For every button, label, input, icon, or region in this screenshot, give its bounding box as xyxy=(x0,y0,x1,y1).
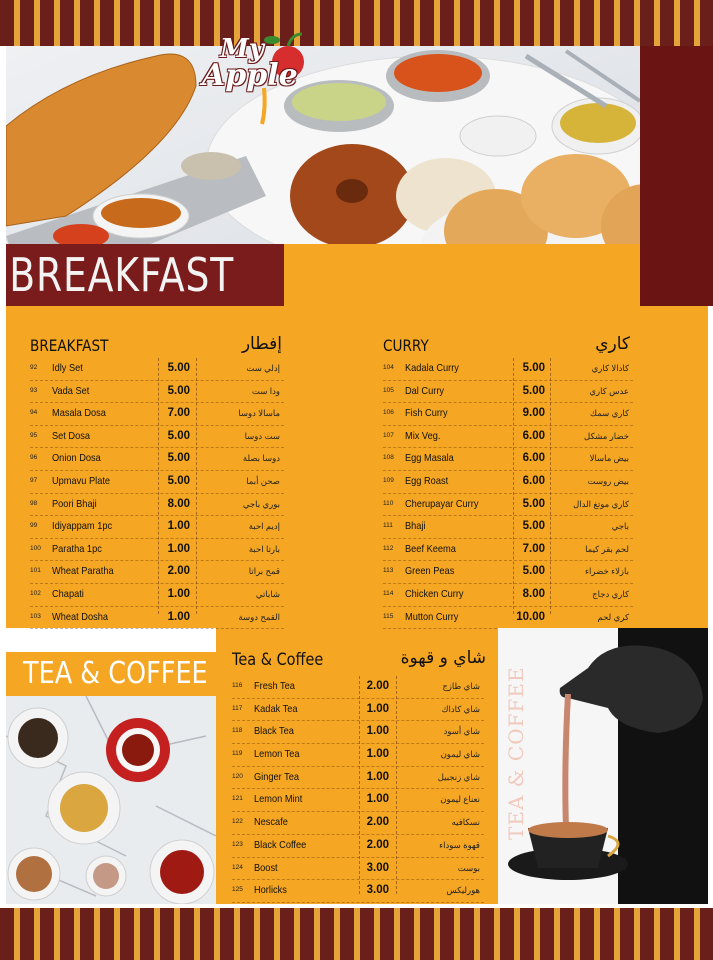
menu-item-name: Kadala Curry xyxy=(405,362,459,374)
menu-item-name: Wheat Dosha xyxy=(52,610,108,623)
menu-item-code: 122 xyxy=(232,818,243,826)
menu-item-code: 98 xyxy=(30,499,38,507)
menu-item-row xyxy=(383,403,633,426)
menu-item-name: Green Peas xyxy=(405,565,455,578)
menu-item-code: 93 xyxy=(30,386,38,394)
menu-item-arabic-name: كادالا كاري xyxy=(591,363,629,373)
menu-item-price: 5.00 xyxy=(522,520,545,533)
menu-item-price: 1.00 xyxy=(167,542,190,555)
menu-item-row xyxy=(30,584,284,607)
menu-item-code: 125 xyxy=(232,886,243,894)
menu-item-code: 116 xyxy=(232,682,243,689)
menu-item-name: Black Tea xyxy=(254,725,294,738)
menu-item-code: 123 xyxy=(232,840,243,848)
menu-item-row xyxy=(30,471,284,494)
menu-item-name: Egg Roast xyxy=(405,474,449,487)
menu-item-code: 96 xyxy=(30,454,38,462)
menu-item-row xyxy=(30,426,284,449)
menu-item-price: 6.00 xyxy=(522,429,545,442)
menu-item-name: Poori Bhaji xyxy=(52,497,97,510)
menu-item-arabic-name: كاري موتغ الدال xyxy=(573,498,629,509)
menu-item-code: 110 xyxy=(383,499,394,507)
top-stripe-border xyxy=(0,0,713,46)
menu-item-price: 2.00 xyxy=(167,565,190,578)
menu-item-code: 120 xyxy=(232,772,243,780)
menu-item-code: 112 xyxy=(383,544,394,552)
menu-item-row xyxy=(232,835,484,858)
menu-item-code: 119 xyxy=(232,750,243,758)
menu-item-price: 5.00 xyxy=(167,429,190,442)
menu-item-arabic-name: شاي أسود xyxy=(443,726,480,737)
curry-section-title: CURRY xyxy=(383,336,429,355)
menu-item-arabic-name: شاي ليمون xyxy=(440,749,480,760)
menu-item-row xyxy=(383,516,633,539)
menu-item-price: 9.00 xyxy=(522,407,545,420)
menu-item-arabic-name: نسكافيه xyxy=(451,817,480,828)
menu-item-row xyxy=(383,539,633,562)
menu-item-row xyxy=(383,584,633,607)
menu-item-code: 121 xyxy=(232,795,243,803)
menu-item-arabic-name: دوسا بصلة xyxy=(242,453,280,464)
menu-item-row xyxy=(30,539,284,562)
menu-item-name: Cherupayar Curry xyxy=(405,497,479,510)
menu-item-name: Idiyappam 1pc xyxy=(52,520,113,533)
tea-cups-photo xyxy=(6,696,216,904)
menu-item-price: 8.00 xyxy=(522,587,545,600)
menu-item-arabic-name: بوست xyxy=(457,862,480,873)
menu-item-price: 1.00 xyxy=(366,770,389,783)
menu-item-arabic-name: بوري باجي xyxy=(242,498,280,509)
menu-item-arabic-name: بازلاء خضراء xyxy=(585,566,629,577)
menu-item-row xyxy=(30,561,284,584)
breakfast-banner-text: BREAKFAST xyxy=(9,248,235,302)
tea-section-title: Tea & Coffee xyxy=(232,650,324,670)
menu-item-arabic-name: ست دوسا xyxy=(244,430,280,441)
menu-item-row xyxy=(383,448,633,471)
menu-item-name: Vada Set xyxy=(52,384,90,397)
tea-coffee-vertical-label xyxy=(494,640,534,840)
menu-item-name: Mix Veg. xyxy=(405,429,441,442)
menu-item-name: Dal Curry xyxy=(405,384,445,397)
menu-item-price: 2.00 xyxy=(366,680,389,692)
menu-item-name: Chicken Curry xyxy=(405,587,464,600)
menu-item-name: Ginger Tea xyxy=(254,770,300,783)
menu-item-arabic-name: قمح براتا xyxy=(248,566,280,577)
menu-item-row xyxy=(30,358,284,381)
menu-item-code: 106 xyxy=(383,409,394,417)
menu-item-row xyxy=(383,494,633,517)
menu-item-row xyxy=(232,699,484,722)
menu-item-arabic-name: قهوة سوداء xyxy=(439,839,480,850)
menu-item-name: Paratha 1pc xyxy=(52,542,102,555)
menu-item-code: 101 xyxy=(30,567,41,575)
maroon-side-panel xyxy=(640,46,713,306)
menu-item-row xyxy=(232,880,484,903)
menu-item-name: Onion Dosa xyxy=(52,452,101,465)
menu-item-code: 118 xyxy=(232,727,243,735)
menu-item-row xyxy=(30,494,284,517)
menu-item-arabic-name: بيض روست xyxy=(587,475,629,486)
menu-item-arabic-name: إديم احبة xyxy=(248,521,280,532)
menu-item-row xyxy=(30,381,284,404)
menu-item-code: 94 xyxy=(30,409,38,417)
menu-item-row xyxy=(232,744,484,767)
menu-item-price: 5.00 xyxy=(522,362,545,374)
menu-item-arabic-name: بارتا احبة xyxy=(248,543,280,554)
menu-item-arabic-name: إدلي ست xyxy=(246,363,280,373)
tea-coffee-banner-text: TEA & COFFEE xyxy=(23,656,208,691)
menu-item-price: 2.00 xyxy=(366,838,389,851)
bottom-stripe-border xyxy=(0,908,713,960)
menu-item-price: 1.00 xyxy=(366,748,389,761)
menu-item-price: 6.00 xyxy=(522,474,545,487)
menu-item-price: 7.00 xyxy=(167,407,190,420)
menu-item-name: Black Coffee xyxy=(254,838,307,851)
menu-item-code: 108 xyxy=(383,454,394,462)
curry-section-title-arabic: كاري xyxy=(595,334,630,354)
menu-item-row xyxy=(232,721,484,744)
menu-item-price: 5.00 xyxy=(167,384,190,397)
menu-item-code: 111 xyxy=(383,522,393,530)
menu-item-arabic-name: باجي xyxy=(611,521,629,532)
breakfast-section-title-arabic: إفطار xyxy=(241,334,282,354)
menu-item-arabic-name: شاي زنجبيل xyxy=(437,771,480,782)
menu-item-arabic-name: شاي كاداك xyxy=(441,703,480,714)
menu-item-arabic-name: القمح دوسة xyxy=(238,611,280,622)
menu-item-arabic-name: كاري سمك xyxy=(590,408,629,419)
menu-item-row xyxy=(232,767,484,790)
menu-item-price: 3.00 xyxy=(366,861,389,874)
menu-item-price: 1.00 xyxy=(366,702,389,715)
menu-item-arabic-name: ودا ست xyxy=(251,385,280,396)
menu-item-arabic-name: كاري دجاج xyxy=(592,588,629,599)
menu-item-row xyxy=(383,381,633,404)
menu-item-name: Wheat Paratha xyxy=(52,565,114,578)
curry-menu-list xyxy=(383,358,633,629)
menu-item-row xyxy=(383,358,633,381)
menu-item-price: 1.00 xyxy=(366,725,389,738)
menu-item-name: Fish Curry xyxy=(405,407,448,420)
menu-item-price: 5.00 xyxy=(167,474,190,487)
menu-item-arabic-name: لحم بقر كيما xyxy=(585,543,629,554)
menu-item-code: 114 xyxy=(383,589,394,597)
menu-item-name: Fresh Tea xyxy=(254,680,295,692)
menu-item-code: 124 xyxy=(232,863,243,871)
breakfast-section-title: BREAKFAST xyxy=(30,336,109,355)
menu-item-price: 5.00 xyxy=(522,497,545,510)
tea-coffee-banner xyxy=(6,652,216,696)
menu-item-row xyxy=(383,561,633,584)
menu-item-name: Mutton Curry xyxy=(405,610,459,623)
tea-coffee-vertical-text: TEA & COFFEE xyxy=(504,666,528,840)
menu-item-row xyxy=(383,426,633,449)
menu-item-price: 10.00 xyxy=(516,610,545,623)
menu-item-code: 107 xyxy=(383,431,394,439)
menu-item-price: 5.00 xyxy=(167,362,190,374)
menu-item-price: 5.00 xyxy=(522,384,545,397)
menu-item-name: Egg Masala xyxy=(405,452,454,465)
menu-item-row xyxy=(30,607,284,630)
menu-item-code: 92 xyxy=(30,364,38,371)
menu-item-arabic-name: هورليكس xyxy=(446,885,480,896)
menu-item-code: 103 xyxy=(30,612,41,620)
menu-item-name: Kadak Tea xyxy=(254,702,298,715)
menu-item-price: 2.00 xyxy=(366,816,389,829)
menu-item-code: 99 xyxy=(30,522,38,530)
menu-item-code: 97 xyxy=(30,476,38,484)
menu-item-arabic-name: كري لحم xyxy=(597,611,629,622)
menu-item-price: 5.00 xyxy=(522,565,545,578)
menu-item-name: Set Dosa xyxy=(52,429,91,442)
menu-item-price: 6.00 xyxy=(522,452,545,465)
menu-item-price: 8.00 xyxy=(167,497,190,510)
menu-item-arabic-name: نعناع ليمون xyxy=(440,794,480,805)
menu-item-name: Lemon Mint xyxy=(254,793,303,806)
menu-item-code: 104 xyxy=(383,364,394,371)
menu-item-name: Chapati xyxy=(52,587,84,600)
menu-item-code: 95 xyxy=(30,431,38,439)
menu-item-arabic-name: شاباتي xyxy=(255,588,280,599)
menu-item-price: 1.00 xyxy=(167,587,190,600)
menu-item-row xyxy=(30,403,284,426)
menu-item-arabic-name: خضار مشكل xyxy=(584,430,629,441)
menu-item-arabic-name: ماسالا دوسا xyxy=(238,408,280,419)
menu-item-price: 7.00 xyxy=(522,542,545,555)
menu-item-name: Bhaji xyxy=(405,520,426,533)
breakfast-banner xyxy=(6,244,284,306)
menu-item-arabic-name: شاي طازج xyxy=(442,681,480,691)
menu-item-arabic-name: صحن أبما xyxy=(246,475,280,486)
tea-menu-list xyxy=(232,676,484,903)
tea-section-title-arabic: شاي و قهوة xyxy=(400,648,486,668)
menu-item-code: 113 xyxy=(383,567,394,575)
logo-text-my: My xyxy=(220,34,264,64)
menu-item-row xyxy=(30,516,284,539)
menu-item-code: 117 xyxy=(232,704,243,712)
menu-item-arabic-name: عدس كاري xyxy=(589,385,629,396)
menu-item-row xyxy=(30,448,284,471)
menu-item-row xyxy=(383,607,633,630)
logo-text-apple: Apple xyxy=(202,58,298,93)
menu-item-name: Lemon Tea xyxy=(254,748,300,761)
orange-strip-right xyxy=(284,244,640,306)
menu-item-code: 100 xyxy=(30,544,41,552)
menu-item-row xyxy=(232,676,484,699)
menu-item-name: Idly Set xyxy=(52,362,83,374)
tea-cups-illustration xyxy=(6,696,216,904)
menu-item-row xyxy=(383,471,633,494)
menu-item-price: 1.00 xyxy=(167,610,190,623)
menu-item-name: Masala Dosa xyxy=(52,407,106,420)
menu-item-code: 105 xyxy=(383,386,394,394)
menu-item-code: 109 xyxy=(383,476,394,484)
menu-item-code: 115 xyxy=(383,612,394,620)
menu-item-name: Beef Keema xyxy=(405,542,456,555)
menu-item-code: 102 xyxy=(30,589,41,597)
menu-item-row xyxy=(232,812,484,835)
menu-item-row xyxy=(232,789,484,812)
menu-item-row xyxy=(232,858,484,881)
breakfast-menu-list xyxy=(30,358,284,629)
menu-item-name: Boost xyxy=(254,861,278,874)
menu-item-price: 1.00 xyxy=(366,793,389,806)
menu-item-name: Nescafe xyxy=(254,816,288,829)
brand-logo xyxy=(200,28,310,128)
menu-item-name: Upmavu Plate xyxy=(52,474,111,487)
menu-item-arabic-name: بيض ماسالا xyxy=(589,453,629,464)
menu-item-price: 3.00 xyxy=(366,884,389,897)
menu-item-name: Horlicks xyxy=(254,884,287,897)
menu-item-price: 1.00 xyxy=(167,520,190,533)
menu-item-price: 5.00 xyxy=(167,452,190,465)
